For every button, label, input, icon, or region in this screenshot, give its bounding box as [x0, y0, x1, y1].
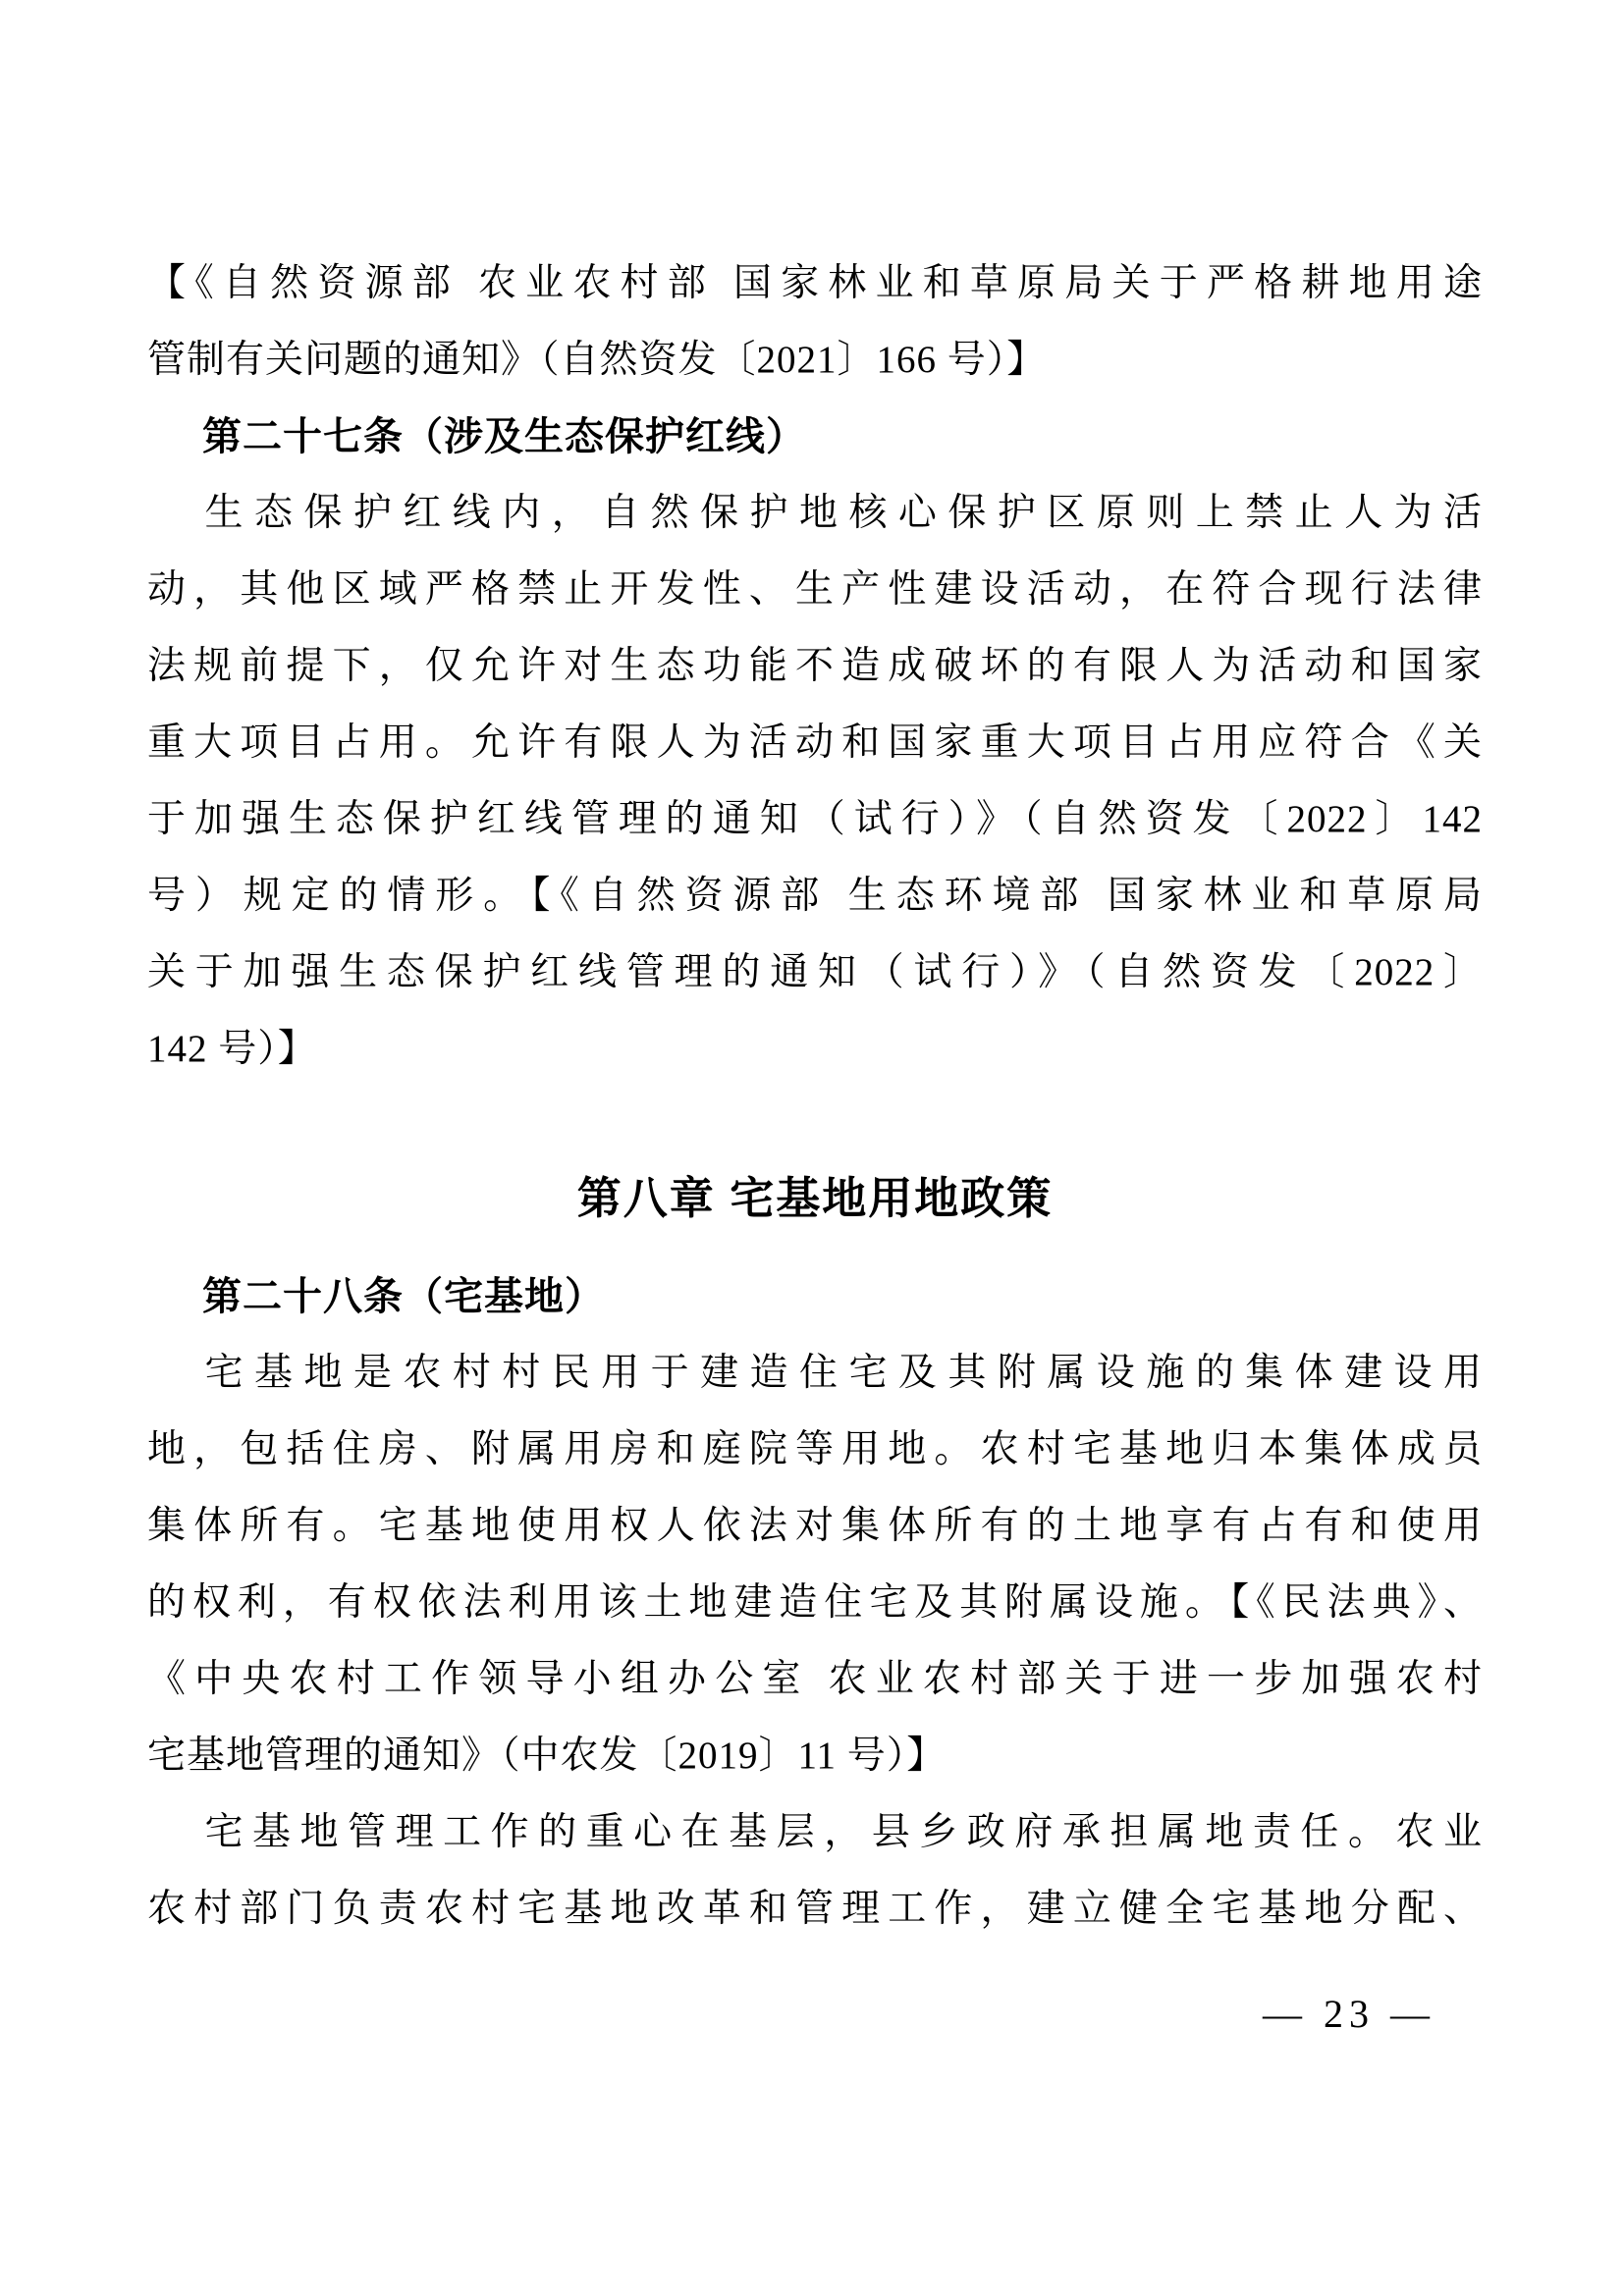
article-28-paragraph-1 [147, 1335, 1483, 1794]
document-body [147, 245, 1483, 1948]
text-line: 集体所有。宅基地使用权人依法对集体所有的土地享有占有和使用 [147, 1505, 1483, 1547]
text-line: 地，包括住房、附属用房和庭院等用地。农村宅基地归本集体成员 [147, 1428, 1483, 1470]
text-line: 宅基地管理工作的重心在基层，县乡政府承担属地责任。农业 [204, 1811, 1483, 1853]
text-line: 管制有关问题的通知》（自然资发〔2021〕166 号）】 [147, 339, 1047, 381]
text-line: 农村部门负责农村宅基地改革和管理工作，建立健全宅基地分配、 [147, 1888, 1483, 1930]
text-line: 重大项目占用。允许有限人为活动和国家重大项目占用应符合《关 [147, 721, 1483, 764]
text-line: 动，其他区域严格禁止开发性、生产性建设活动，在符合现行法律 [147, 568, 1483, 611]
text-line: 生态保护红线内，自然保护地核心保护区原则上禁止人为活 [204, 492, 1483, 534]
text-line: 的权利，有权依法利用该土地建造住宅及其附属设施。【《民法典》、 [147, 1581, 1483, 1624]
text-line: 号）规定的情形。【《自然资源部 生态环境部 国家林业和草原局 [147, 875, 1483, 917]
chapter-8-heading: 第八章 宅基地用地政策 [576, 1173, 1054, 1223]
text-line: 法规前提下，仅允许对生态功能不造成破坏的有限人为活动和国家 [147, 645, 1483, 687]
text-line: 宅基地是农村村民用于建造住宅及其附属设施的集体建设用 [204, 1352, 1483, 1394]
article-27-paragraph [147, 475, 1483, 1088]
text-line: 于加强生态保护红线管理的通知（试行）》（自然资发〔2022〕142 [147, 798, 1483, 840]
article-28-heading: 第二十八条（宅基地） [202, 1275, 605, 1318]
text-line: 关于加强生态保护红线管理的通知（试行）》（自然资发〔2022〕 [147, 951, 1483, 993]
page-number: — 23 — [1263, 1992, 1435, 2036]
text-line: 142 号）】 [147, 1028, 317, 1070]
text-line: 【《自然资源部 农业农村部 国家林业和草原局关于严格耕地用途 [147, 262, 1483, 304]
article-27-heading: 第二十七条（涉及生态保护红线） [202, 415, 806, 458]
text-line: 宅基地管理的通知》（中农发〔2019〕11 号）】 [147, 1735, 947, 1777]
citation-block [147, 245, 1483, 399]
article-28-paragraph-2 [147, 1794, 1483, 1948]
text-line: 《中央农村工作领导小组办公室 农业农村部关于进一步加强农村 [147, 1658, 1483, 1700]
